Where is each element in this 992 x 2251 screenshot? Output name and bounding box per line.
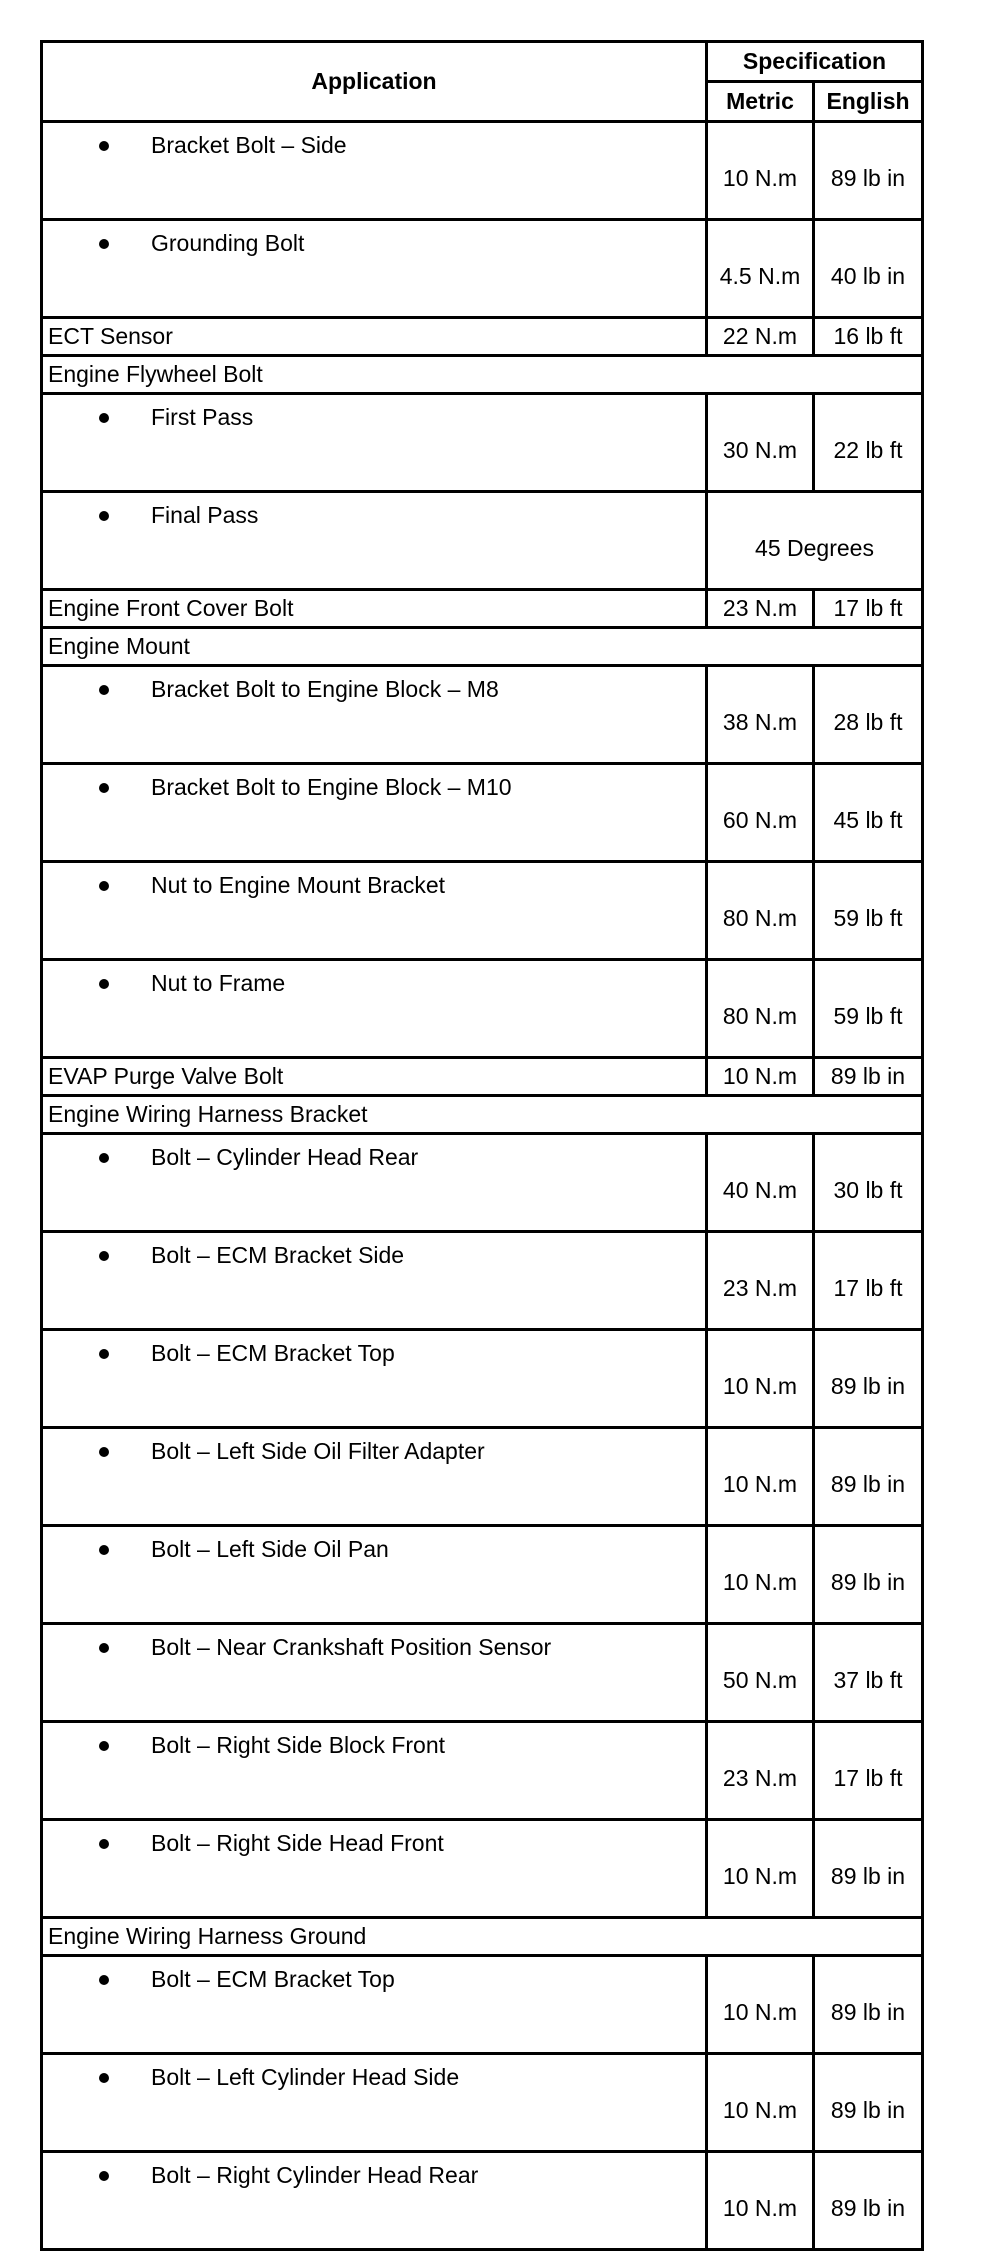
table-row — [42, 1820, 923, 1918]
bullet-icon — [99, 511, 109, 521]
application-cell — [42, 764, 707, 862]
application-cell — [42, 666, 707, 764]
table-row — [42, 492, 923, 590]
application-label: Bolt – Left Side Oil Filter Adapter — [151, 1438, 485, 1464]
bullet-icon — [99, 2073, 109, 2083]
application-label: Bracket Bolt – Side — [151, 132, 347, 158]
metric-value: 10 N.m — [707, 2054, 814, 2152]
metric-value: 80 N.m — [707, 960, 814, 1058]
metric-value: 60 N.m — [707, 764, 814, 862]
table-row — [42, 1134, 923, 1232]
bullet-icon — [99, 141, 109, 151]
english-value: 22 lb ft — [814, 394, 923, 492]
metric-value: 4.5 N.m — [707, 220, 814, 318]
application-cell — [42, 2152, 707, 2250]
application-cell — [42, 492, 707, 590]
application-cell — [42, 1722, 707, 1820]
english-value: 40 lb in — [814, 220, 923, 318]
bullet-icon — [99, 239, 109, 249]
english-value: 16 lb ft — [814, 318, 923, 356]
bullet-icon — [99, 1251, 109, 1261]
torque-spec-table — [40, 40, 924, 2251]
table-row — [42, 2152, 923, 2250]
application-label: Grounding Bolt — [151, 230, 305, 256]
group-header-label: Engine Flywheel Bolt — [42, 356, 923, 394]
application-cell — [42, 220, 707, 318]
application-cell — [42, 1232, 707, 1330]
bullet-icon — [99, 1839, 109, 1849]
english-value: 89 lb in — [814, 122, 923, 220]
table-row — [42, 862, 923, 960]
metric-value: 23 N.m — [707, 1722, 814, 1820]
bullet-icon — [99, 2171, 109, 2181]
application-label: Bracket Bolt to Engine Block – M8 — [151, 676, 499, 702]
application-cell — [42, 1624, 707, 1722]
application-cell — [42, 1526, 707, 1624]
bullet-icon — [99, 413, 109, 423]
application-cell — [42, 1428, 707, 1526]
application-cell — [42, 1330, 707, 1428]
table-row — [42, 122, 923, 220]
table-row — [42, 356, 923, 394]
metric-value: 23 N.m — [707, 1232, 814, 1330]
table-row — [42, 960, 923, 1058]
table-row — [42, 394, 923, 492]
application-cell — [42, 1820, 707, 1918]
bullet-icon — [99, 1643, 109, 1653]
metric-value: 10 N.m — [707, 1526, 814, 1624]
application-label: Nut to Frame — [151, 970, 286, 996]
application-label: Bolt – Near Crankshaft Position Sensor — [151, 1634, 552, 1660]
application-cell — [42, 960, 707, 1058]
bullet-icon — [99, 1741, 109, 1751]
table-row — [42, 1232, 923, 1330]
english-header: English — [814, 82, 923, 122]
application-cell — [42, 1956, 707, 2054]
metric-header: Metric — [707, 82, 814, 122]
application-label: Engine Front Cover Bolt — [42, 590, 707, 628]
table-row — [42, 1918, 923, 1956]
english-value: 89 lb in — [814, 1526, 923, 1624]
application-label: Bolt – Left Cylinder Head Side — [151, 2064, 460, 2090]
application-label: Bolt – ECM Bracket Top — [151, 1966, 395, 1992]
group-header-label: Engine Wiring Harness Ground — [42, 1918, 923, 1956]
application-label: Bolt – Right Side Head Front — [151, 1830, 444, 1856]
metric-value: 38 N.m — [707, 666, 814, 764]
english-value: 17 lb ft — [814, 1722, 923, 1820]
specification-header: Specification — [707, 42, 923, 82]
application-label: Bracket Bolt to Engine Block – M10 — [151, 774, 512, 800]
table-row — [42, 1526, 923, 1624]
english-value: 28 lb ft — [814, 666, 923, 764]
table-row — [42, 628, 923, 666]
metric-value: 10 N.m — [707, 122, 814, 220]
application-header: Application — [42, 42, 707, 122]
english-value: 59 lb ft — [814, 862, 923, 960]
table-row — [42, 1330, 923, 1428]
table-row — [42, 318, 923, 356]
table-body — [42, 122, 923, 2250]
application-label: Bolt – Cylinder Head Rear — [151, 1144, 419, 1170]
english-value: 89 lb in — [814, 1428, 923, 1526]
bullet-icon — [99, 1545, 109, 1555]
table-row — [42, 764, 923, 862]
metric-value: 80 N.m — [707, 862, 814, 960]
english-value: 45 lb ft — [814, 764, 923, 862]
application-label: Bolt – ECM Bracket Side — [151, 1242, 405, 1268]
bullet-icon — [99, 881, 109, 891]
application-cell — [42, 394, 707, 492]
application-label: ECT Sensor — [42, 318, 707, 356]
metric-value: 10 N.m — [707, 1058, 814, 1096]
spec-value-combined: 45 Degrees — [707, 492, 923, 590]
bullet-icon — [99, 1349, 109, 1359]
english-value: 89 lb in — [814, 1330, 923, 1428]
group-header-label: Engine Wiring Harness Bracket — [42, 1096, 923, 1134]
bullet-icon — [99, 685, 109, 695]
application-cell — [42, 862, 707, 960]
metric-value: 23 N.m — [707, 590, 814, 628]
english-value: 17 lb ft — [814, 1232, 923, 1330]
table-row — [42, 1624, 923, 1722]
metric-value: 10 N.m — [707, 1820, 814, 1918]
english-value: 17 lb ft — [814, 590, 923, 628]
english-value: 89 lb in — [814, 1058, 923, 1096]
application-cell — [42, 2054, 707, 2152]
table-row — [42, 1096, 923, 1134]
english-value: 89 lb in — [814, 2054, 923, 2152]
metric-value: 10 N.m — [707, 2152, 814, 2250]
bullet-icon — [99, 979, 109, 989]
metric-value: 30 N.m — [707, 394, 814, 492]
table-row — [42, 1956, 923, 2054]
metric-value: 10 N.m — [707, 1956, 814, 2054]
metric-value: 50 N.m — [707, 1624, 814, 1722]
application-label: Final Pass — [151, 502, 259, 528]
table-row — [42, 1428, 923, 1526]
table-row — [42, 2054, 923, 2152]
english-value: 89 lb in — [814, 1956, 923, 2054]
application-cell — [42, 122, 707, 220]
english-value: 89 lb in — [814, 1820, 923, 1918]
application-label: Bolt – Left Side Oil Pan — [151, 1536, 389, 1562]
bullet-icon — [99, 1447, 109, 1457]
table-row — [42, 590, 923, 628]
bullet-icon — [99, 783, 109, 793]
application-cell — [42, 1134, 707, 1232]
metric-value: 22 N.m — [707, 318, 814, 356]
application-label: Bolt – ECM Bracket Top — [151, 1340, 395, 1366]
table-row — [42, 1722, 923, 1820]
english-value: 30 lb ft — [814, 1134, 923, 1232]
english-value: 37 lb ft — [814, 1624, 923, 1722]
metric-value: 10 N.m — [707, 1330, 814, 1428]
group-header-label: Engine Mount — [42, 628, 923, 666]
application-label: Nut to Engine Mount Bracket — [151, 872, 446, 898]
table-row — [42, 220, 923, 318]
metric-value: 40 N.m — [707, 1134, 814, 1232]
application-label: Bolt – Right Cylinder Head Rear — [151, 2162, 479, 2188]
application-label: First Pass — [151, 404, 254, 430]
bullet-icon — [99, 1153, 109, 1163]
table-row — [42, 1058, 923, 1096]
metric-value: 10 N.m — [707, 1428, 814, 1526]
english-value: 89 lb in — [814, 2152, 923, 2250]
bullet-icon — [99, 1975, 109, 1985]
table-row — [42, 666, 923, 764]
english-value: 59 lb ft — [814, 960, 923, 1058]
application-label: Bolt – Right Side Block Front — [151, 1732, 446, 1758]
application-label: EVAP Purge Valve Bolt — [42, 1058, 707, 1096]
